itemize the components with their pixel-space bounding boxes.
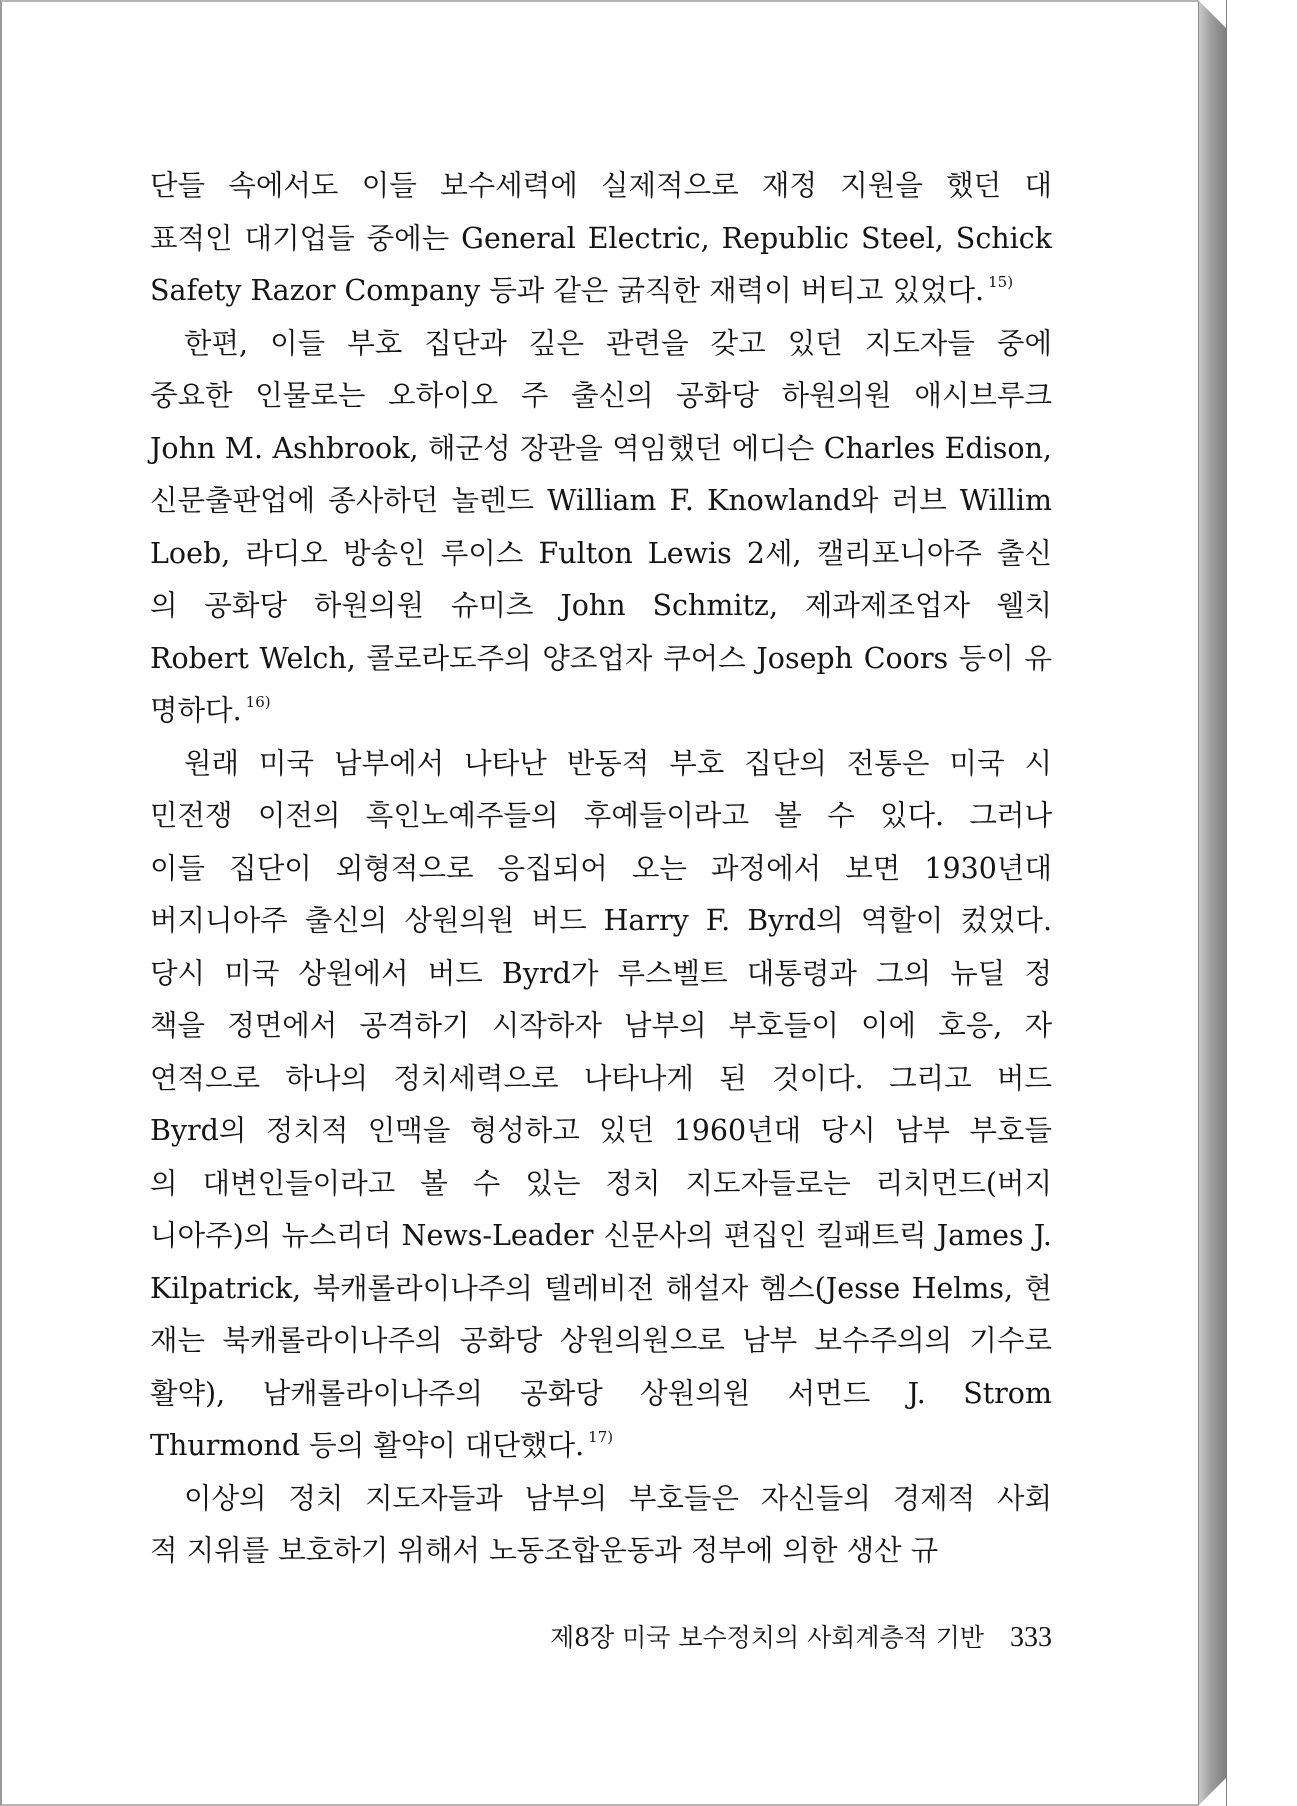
text-line	[150, 580, 1052, 633]
line-text: John M. Ashbrook, 해군성 장관을 역임했던 에디슨 Charles Edison,	[150, 431, 1052, 465]
footnote-marker[interactable]: 15)	[988, 273, 1014, 291]
paragraph	[150, 318, 1052, 738]
line-text: 책을 정면에서 공격하기 시작하자 남부의 부호들이 이에 호응, 자	[150, 1009, 1052, 1042]
line-text: 재는 북캐롤라이나주의 공화당 상원의원으로 남부 보수주의의 기수로	[150, 1324, 1052, 1357]
text-line	[150, 790, 1052, 843]
line-text: 의 대변인들이라고 볼 수 있는 정치 지도자들로는 리치먼드(버지	[150, 1166, 1052, 1200]
text-line	[150, 1105, 1052, 1158]
line-text: 민전쟁 이전의 흑인노예주들의 후예들이라고 볼 수 있다. 그러나	[150, 799, 1052, 832]
text-line	[150, 423, 1052, 476]
text-line	[150, 1263, 1052, 1316]
text-line	[150, 1420, 1052, 1473]
text-line	[150, 160, 1052, 213]
text-line	[150, 265, 1052, 318]
line-text: 중요한 인물로는 오하이오 주 출신의 공화당 하원의원 애시브루크	[150, 379, 1052, 412]
line-text: 신문출판업에 종사하던 놀렌드 William F. Knowland와 러브 Willim	[150, 484, 1052, 517]
line-text: 원래 미국 남부에서 나타난 반동적 부호 집단의 전통은 미국 시	[184, 746, 1052, 780]
line-text: 니아주)의 뉴스리더 News-Leader 신문사의 편집인 킬패트릭 James J.	[150, 1219, 1052, 1252]
page-edge-corner-bottom	[1198, 1778, 1226, 1806]
text-line	[150, 213, 1052, 266]
line-text: 버지니아주 출신의 상원의원 버드 Harry F. Byrd의 역할이 컸었다.	[150, 904, 1052, 937]
line-text: Byrd의 정치적 인맥을 형성하고 있던 1960년대 당시 남부 부호들	[150, 1114, 1052, 1147]
line-text: 의 공화당 하원의원 슈미츠 John Schmitz, 제과제조업자 웰치	[150, 589, 1052, 622]
running-footer	[520, 1618, 1052, 1654]
text-line	[150, 948, 1052, 1001]
text-line	[150, 528, 1052, 581]
footnote-marker[interactable]: 17)	[588, 1428, 614, 1446]
text-line	[150, 1000, 1052, 1053]
line-text: Safety Razor Company 등과 같은 굵직한 재력이 버티고 있었다.	[150, 274, 985, 307]
text-line	[150, 1525, 1052, 1578]
page-number: 333	[1010, 1622, 1052, 1653]
text-line	[150, 1315, 1052, 1368]
line-text: 이들 집단이 외형적으로 응집되어 오는 과정에서 보면 1930년대	[150, 851, 1052, 885]
footnote-marker[interactable]: 16)	[245, 693, 271, 711]
text-line	[150, 843, 1052, 896]
line-text: 명하다.	[150, 694, 242, 727]
text-line	[150, 1210, 1052, 1263]
text-line	[150, 318, 1052, 371]
line-text: 이상의 정치 지도자들과 남부의 부호들은 자신들의 경제적 사회	[184, 1481, 1052, 1515]
text-line	[150, 1473, 1052, 1526]
text-line	[150, 1158, 1052, 1211]
page-edge-shadow	[1198, 0, 1227, 1806]
text-line	[150, 1053, 1052, 1106]
text-line	[150, 475, 1052, 528]
line-text: 표적인 대기업들 중에는 General Electric, Republic Steel, Schick	[150, 221, 1052, 255]
page-edge-corner-top	[1198, 0, 1226, 28]
line-text: Loeb, 라디오 방송인 루이스 Fulton Lewis 2세, 캘리포니아주 출신	[150, 536, 1052, 570]
body-text	[150, 160, 1052, 1578]
text-line	[150, 1368, 1052, 1421]
line-text: 연적으로 하나의 정치세력으로 나타나게 된 것이다. 그리고 버드	[150, 1061, 1052, 1095]
text-line	[150, 895, 1052, 948]
paragraph	[150, 160, 1052, 318]
text-line	[150, 738, 1052, 791]
line-text: 단들 속에서도 이들 보수세력에 실제적으로 재정 지원을 했던 대	[150, 169, 1052, 202]
line-text: Thurmond 등의 활약이 대단했다.	[150, 1429, 585, 1462]
line-text: 한편, 이들 부호 집단과 깊은 관련을 갖고 있던 지도자들 중에	[184, 326, 1052, 360]
line-text: Kilpatrick, 북캐롤라이나주의 텔레비전 해설자 헴스(Jesse Helms, 현	[150, 1271, 1052, 1305]
line-text: 당시 미국 상원에서 버드 Byrd가 루스벨트 대통령과 그의 뉴딜 정	[150, 956, 1052, 990]
line-text: 적 지위를 보호하기 위해서 노동조합운동과 정부에 의한 생산 규	[150, 1534, 939, 1567]
line-text: Robert Welch, 콜로라도주의 양조업자 쿠어스 Joseph Coors 등이 유	[150, 641, 1052, 675]
text-line	[150, 685, 1052, 738]
text-line	[150, 370, 1052, 423]
paragraph	[150, 738, 1052, 1473]
running-head: 제8장 미국 보수정치의 사회계층적 기반	[549, 1623, 985, 1652]
line-text: 활약), 남캐롤라이나주의 공화당 상원의원 서먼드 J. Strom	[150, 1376, 1052, 1410]
paragraph	[150, 1473, 1052, 1578]
text-line	[150, 633, 1052, 686]
